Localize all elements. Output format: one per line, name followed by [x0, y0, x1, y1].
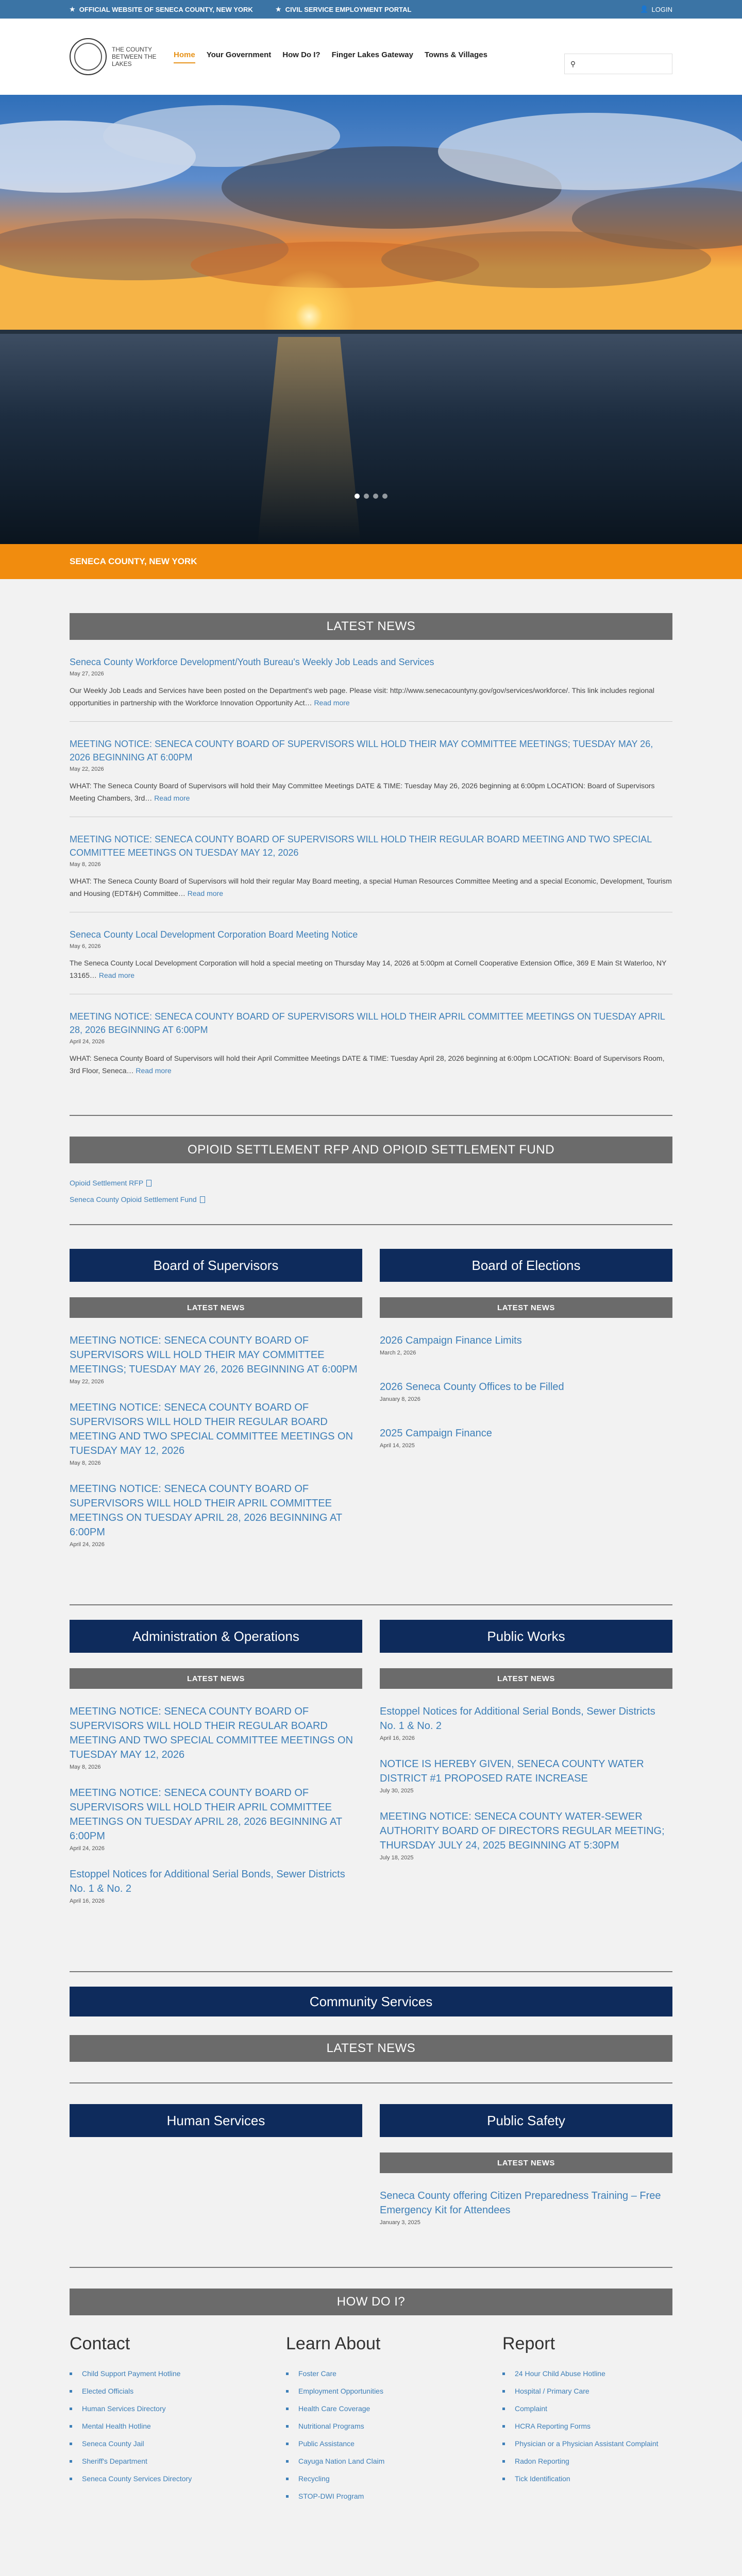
learn-link[interactable]: STOP-DWI Program [286, 2492, 456, 2500]
report-link[interactable]: Hospital / Primary Care [502, 2387, 672, 2395]
news-date: April 24, 2026 [70, 1541, 105, 1548]
news-title-link[interactable]: MEETING NOTICE: SENECA COUNTY WATER-SEWER AUTHORITY BOARD OF DIRECTORS REGULAR MEETING; THURSDAY JULY 24, 2025 BEGINNING AT 5:30PM [380, 1811, 665, 1851]
learn-link[interactable]: Health Care Coverage [286, 2404, 456, 2413]
site-logo[interactable] [70, 38, 158, 75]
learn-link[interactable]: Recycling [286, 2475, 456, 2483]
latest-news-subheading: LATEST NEWS [380, 2153, 672, 2173]
slider-dot[interactable] [355, 494, 360, 499]
site-header [0, 19, 742, 95]
board-elections-col [380, 1249, 672, 1548]
report-link[interactable]: 24 Hour Child Abuse Hotline [502, 2369, 672, 2378]
list-item [70, 1786, 362, 1852]
search-icon[interactable]: ⚲ [570, 59, 576, 68]
report-col [502, 2334, 672, 2510]
news-item [70, 912, 672, 994]
news-date: May 22, 2026 [70, 1379, 104, 1385]
news-item [70, 722, 672, 817]
latest-news-section [0, 579, 742, 2510]
list-item [380, 1426, 672, 1449]
opioid-fund-link[interactable]: Seneca County Opioid Settlement Fund [70, 1195, 672, 1204]
public-safety-heading[interactable]: Public Safety [380, 2104, 672, 2137]
community-services-heading[interactable]: Community Services [70, 1987, 672, 2016]
administration-heading[interactable]: Administration & Operations [70, 1620, 362, 1653]
report-title: Report [502, 2334, 555, 2353]
news-date: May 8, 2026 [70, 1460, 101, 1466]
nav-your-government[interactable]: Your Government [206, 50, 272, 59]
news-excerpt: Our Weekly Job Leads and Services have been posted on the Department's web page. Please visit: http://www.senecacountyny.gov/gov/services/workforce/. This link includes regional opportunities in partnership with the Workforce Innovation Opportunity Act… Read more [70, 686, 654, 707]
news-title-link[interactable]: MEETING NOTICE: SENECA COUNTY BOARD OF SUPERVISORS WILL HOLD THEIR MAY COMMITTEE MEETINGS; TUESDAY MAY 26, 2026 BEGINNING AT 6:00PM [70, 1335, 358, 1375]
document-icon [146, 1180, 151, 1187]
contact-link[interactable]: Child Support Payment Hotline [70, 2369, 240, 2378]
news-title-link[interactable]: MEETING NOTICE: SENECA COUNTY BOARD OF SUPERVISORS WILL HOLD THEIR APRIL COMMITTEE MEETINGS ON TUESDAY APRIL 28, 2026 BEGINNING AT 6:00PM [70, 1787, 342, 1842]
news-title-link[interactable]: MEETING NOTICE: SENECA COUNTY BOARD OF SUPERVISORS WILL HOLD THEIR REGULAR BOARD MEETING AND TWO SPECIAL COMMITTEE MEETINGS ON TUESDAY MAY 12, 2026 [70, 1706, 353, 1760]
nav-finger-lakes-gateway[interactable]: Finger Lakes Gateway [331, 50, 413, 59]
list-item [70, 1400, 362, 1466]
board-supervisors-heading[interactable]: Board of Supervisors [70, 1249, 362, 1282]
list-item [70, 1333, 362, 1385]
news-date: May 27, 2026 [70, 671, 104, 677]
read-more-link[interactable]: Read more [136, 1066, 172, 1075]
learn-link[interactable]: Public Assistance [286, 2439, 456, 2448]
slider-dot[interactable] [373, 494, 378, 499]
learn-link[interactable]: Foster Care [286, 2369, 456, 2378]
county-banner: SENECA COUNTY, NEW YORK [0, 544, 742, 579]
how-do-i-links [70, 2334, 672, 2510]
contact-link[interactable]: Mental Health Hotline [70, 2422, 240, 2430]
opioid-links [70, 1163, 672, 1224]
slider-dot[interactable] [382, 494, 387, 499]
public-works-col [380, 1620, 672, 1904]
news-excerpt: WHAT: Seneca County Board of Supervisors will hold their April Committee Meetings DATE & TIME: Tuesday April 28, 2026 beginning at 6:00pm LOCATION: Board of Supervisors Room, 3rd Floor, Seneca… Read more [70, 1054, 665, 1075]
search-input[interactable] [581, 54, 672, 74]
list-item [380, 2189, 672, 2226]
latest-news-heading: LATEST NEWS [70, 613, 672, 640]
contact-link[interactable]: Elected Officials [70, 2387, 240, 2395]
latest-news-subheading: LATEST NEWS [70, 1297, 362, 1318]
logo-text: THE COUNTY BETWEEN THE LAKES [112, 46, 157, 67]
latest-news-subheading: LATEST NEWS [70, 1668, 362, 1689]
learn-col [286, 2334, 456, 2510]
report-link[interactable]: Physician or a Physician Assistant Complaint [502, 2439, 672, 2448]
nav-home[interactable]: Home [174, 50, 195, 63]
news-title-link[interactable]: Seneca County Workforce Development/Youth Bureau's Weekly Job Leads and Services [70, 657, 434, 667]
county-seal-icon [70, 38, 107, 75]
news-title-link[interactable]: Seneca County offering Citizen Preparedness Training – Free Emergency Kit for Attendees [380, 2190, 661, 2216]
news-date: April 24, 2026 [70, 1845, 105, 1852]
news-date: May 6, 2026 [70, 943, 101, 950]
news-title-link[interactable]: Estoppel Notices for Additional Serial Bonds, Sewer Districts No. 1 & No. 2 [70, 1869, 345, 1894]
divider [70, 2082, 672, 2083]
hero-slider [0, 95, 742, 544]
civil-service-link[interactable]: ★ CIVIL SERVICE EMPLOYMENT PORTAL [275, 5, 412, 13]
list-item [380, 1333, 672, 1356]
admin-works-row [70, 1620, 672, 1904]
top-bar [0, 0, 742, 19]
news-date: April 16, 2026 [380, 1735, 415, 1741]
public-works-heading[interactable]: Public Works [380, 1620, 672, 1653]
divider [70, 1224, 672, 1225]
boards-row [70, 1249, 672, 1548]
news-excerpt: WHAT: The Seneca County Board of Supervisors will hold their May Committee Meetings DATE & TIME: Tuesday May 26, 2026 beginning at 6:00pm LOCATION: Board of Supervisors Meeting Chambers, 3rd… Read more [70, 782, 655, 802]
news-excerpt: The Seneca County Local Development Corporation will hold a special meeting on Thursday May 14, 2026 at 5:00pm at Cornell Cooperative Extension Office, 369 E Main St Waterloo, NY 13165… Read more [70, 959, 667, 979]
divider [70, 1604, 672, 1605]
read-more-link[interactable]: Read more [314, 699, 350, 707]
news-title-link[interactable]: 2026 Campaign Finance Limits [380, 1335, 522, 1346]
news-title-link[interactable]: NOTICE IS HEREBY GIVEN, SENECA COUNTY WATER DISTRICT #1 PROPOSED RATE INCREASE [380, 1758, 644, 1784]
list-item [380, 1757, 672, 1794]
list-item [70, 1482, 362, 1548]
official-website-link[interactable]: ★ OFFICIAL WEBSITE OF SENECA COUNTY, NEW YORK [70, 5, 253, 13]
contact-link[interactable]: Seneca County Jail [70, 2439, 240, 2448]
news-item [70, 640, 672, 722]
report-link[interactable]: Complaint [502, 2404, 672, 2413]
latest-news-subheading: LATEST NEWS [380, 1297, 672, 1318]
news-date: May 22, 2026 [70, 766, 104, 772]
news-date: April 14, 2025 [380, 1443, 415, 1449]
news-excerpt: WHAT: The Seneca County Board of Supervisors will hold their regular May Board meeting, a special Human Resources Committee Meeting and a special Economic, Development, Tourism and Housing (EDT&H) Committee… Read more [70, 877, 672, 897]
public-safety-col [380, 2104, 672, 2226]
news-date: May 8, 2026 [70, 1764, 101, 1770]
administration-col [70, 1620, 362, 1904]
list-item [380, 1704, 672, 1741]
news-title-link[interactable]: MEETING NOTICE: SENECA COUNTY BOARD OF SUPERVISORS WILL HOLD THEIR APRIL COMMITTEE MEETINGS ON TUESDAY APRIL 28, 2026 BEGINNING AT 6:00PM [70, 1011, 665, 1035]
star-icon: ★ [275, 6, 281, 13]
human-services-heading[interactable]: Human Services [70, 2104, 362, 2137]
services-row [70, 2104, 672, 2226]
news-title-link[interactable]: Estoppel Notices for Additional Serial Bonds, Sewer Districts No. 1 & No. 2 [380, 1706, 655, 1732]
news-title-link[interactable]: MEETING NOTICE: SENECA COUNTY BOARD OF SUPERVISORS WILL HOLD THEIR REGULAR BOARD MEETING AND TWO SPECIAL COMMITTEE MEETINGS ON TUESDAY MAY 12, 2026 [70, 1402, 353, 1456]
list-item [70, 1704, 362, 1770]
contact-link[interactable]: Sheriff's Department [70, 2457, 240, 2465]
sunset-lake-image [0, 95, 742, 544]
divider [70, 1971, 672, 1972]
slider-dot[interactable] [364, 494, 369, 499]
news-title-link[interactable]: 2025 Campaign Finance [380, 1428, 492, 1439]
divider [70, 1115, 672, 1116]
news-title-link[interactable]: MEETING NOTICE: SENECA COUNTY BOARD OF SUPERVISORS WILL HOLD THEIR MAY COMMITTEE MEETINGS; TUESDAY MAY 26, 2026 BEGINNING AT 6:00PM [70, 739, 653, 762]
news-item [70, 994, 672, 1089]
news-date: July 18, 2025 [380, 1855, 414, 1861]
divider [70, 2267, 672, 2268]
document-icon [200, 1196, 205, 1203]
learn-link[interactable]: Cayuga Nation Land Claim [286, 2457, 456, 2465]
board-supervisors-col [70, 1249, 362, 1548]
latest-news-subheading: LATEST NEWS [380, 1668, 672, 1689]
star-icon: ★ [70, 6, 75, 13]
how-do-i-heading: HOW DO I? [70, 2289, 672, 2315]
learn-link[interactable]: Nutritional Programs [286, 2422, 456, 2430]
learn-title: Learn About [286, 2334, 381, 2353]
user-icon: 👤 [640, 5, 649, 13]
news-date: January 3, 2025 [380, 2219, 420, 2226]
news-date: April 16, 2026 [70, 1898, 105, 1904]
news-title-link[interactable]: Seneca County Local Development Corporation Board Meeting Notice [70, 929, 358, 940]
learn-link[interactable]: Employment Opportunities [286, 2387, 456, 2395]
read-more-link[interactable]: Read more [98, 971, 135, 979]
login-link[interactable]: 👤 LOGIN [640, 5, 672, 13]
news-date: January 8, 2026 [380, 1396, 420, 1402]
report-link[interactable]: Radon Reporting [502, 2457, 672, 2465]
read-more-link[interactable]: Read more [154, 794, 190, 802]
news-item [70, 817, 672, 912]
opioid-rfp-link[interactable]: Opioid Settlement RFP [70, 1179, 672, 1187]
list-item [70, 1867, 362, 1904]
news-date: April 24, 2026 [70, 1039, 105, 1045]
report-link[interactable]: HCRA Reporting Forms [502, 2422, 672, 2430]
latest-news-heading: LATEST NEWS [70, 2035, 672, 2062]
news-date: July 30, 2025 [380, 1788, 414, 1794]
nav-how-do-i[interactable]: How Do I? [282, 50, 321, 59]
board-elections-heading[interactable]: Board of Elections [380, 1249, 672, 1282]
contact-link[interactable]: Seneca County Services Directory [70, 2475, 240, 2483]
contact-col [70, 2334, 240, 2510]
main-nav [174, 50, 499, 63]
news-title-link[interactable]: MEETING NOTICE: SENECA COUNTY BOARD OF SUPERVISORS WILL HOLD THEIR REGULAR BOARD MEETING AND TWO SPECIAL COMMITTEE MEETINGS ON TUESDAY MAY 12, 2026 [70, 834, 652, 858]
opioid-heading: OPIOID SETTLEMENT RFP AND OPIOID SETTLEMENT FUND [70, 1137, 672, 1163]
contact-title: Contact [70, 2334, 130, 2353]
nav-towns-villages[interactable]: Towns & Villages [425, 50, 487, 59]
news-date: May 8, 2026 [70, 861, 101, 868]
news-title-link[interactable]: 2026 Seneca County Offices to be Filled [380, 1381, 564, 1393]
report-link[interactable]: Tick Identification [502, 2475, 672, 2483]
search-box [564, 54, 672, 74]
slider-dots [0, 494, 742, 499]
contact-link[interactable]: Human Services Directory [70, 2404, 240, 2413]
list-item [380, 1809, 672, 1861]
news-title-link[interactable]: MEETING NOTICE: SENECA COUNTY BOARD OF SUPERVISORS WILL HOLD THEIR APRIL COMMITTEE MEETINGS ON TUESDAY APRIL 28, 2026 BEGINNING AT 6:00PM [70, 1483, 342, 1538]
human-services-col [70, 2104, 362, 2226]
news-date: March 2, 2026 [380, 1350, 416, 1356]
read-more-link[interactable]: Read more [187, 889, 224, 897]
list-item [380, 1380, 672, 1402]
